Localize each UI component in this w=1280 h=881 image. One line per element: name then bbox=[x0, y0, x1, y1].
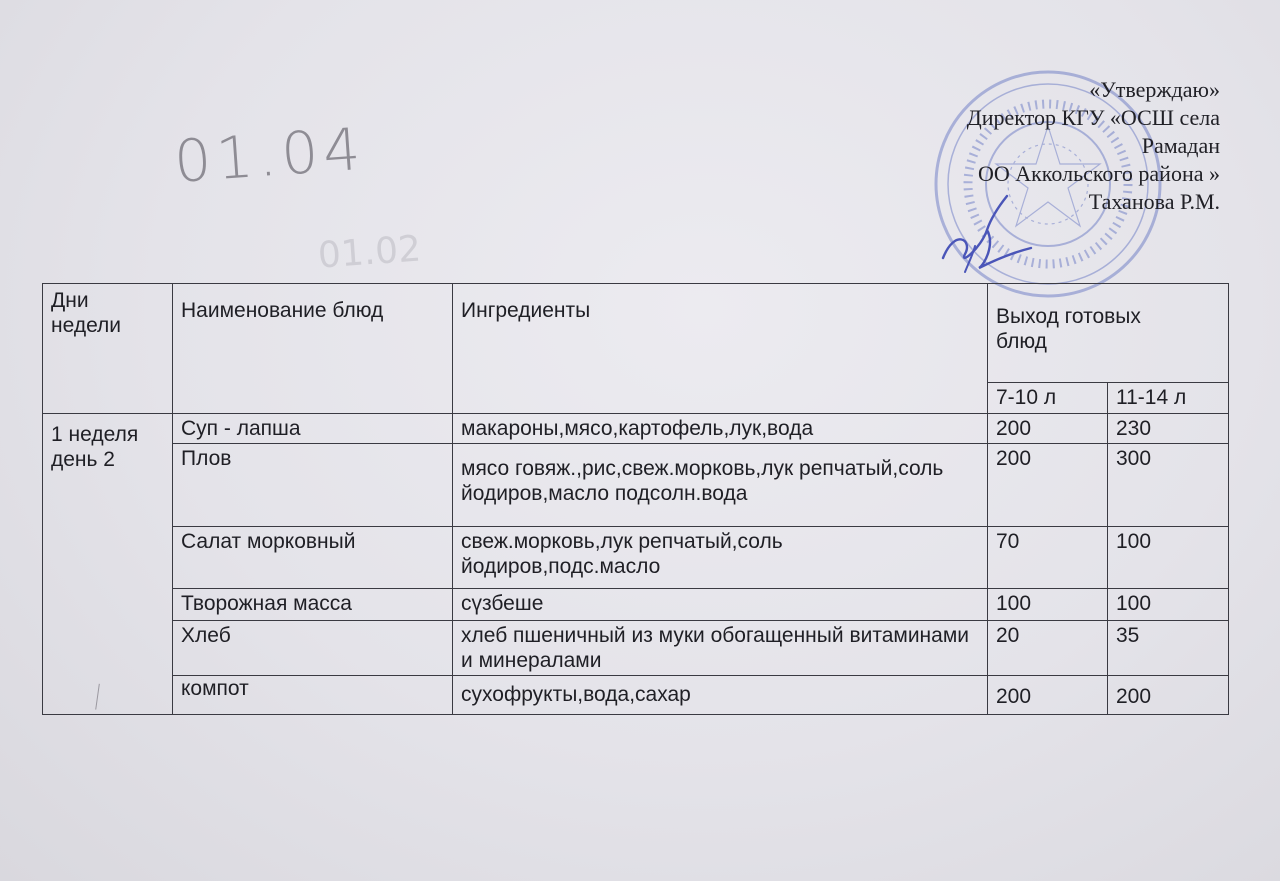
faint-handwritten-date: 01.02 bbox=[316, 228, 423, 277]
day-cell: 1 неделя день 2 bbox=[43, 414, 173, 715]
header-dish: Наименование блюд bbox=[173, 284, 453, 414]
dish-cell: Плов bbox=[173, 444, 453, 527]
table-row bbox=[43, 621, 1229, 676]
output-7-10-cell: 100 bbox=[988, 589, 1108, 621]
output-11-14-cell: 100 bbox=[1108, 527, 1229, 589]
output-7-10-cell: 20 bbox=[988, 621, 1108, 676]
header-days: Дни недели bbox=[43, 284, 173, 414]
output-7-10-cell: 70 bbox=[988, 527, 1108, 589]
dish-cell: Хлеб bbox=[173, 621, 453, 676]
approval-title: «Утверждаю» bbox=[1089, 77, 1220, 102]
table-header-row bbox=[43, 284, 1229, 383]
handwritten-date: 01.04 bbox=[172, 114, 368, 196]
table-row bbox=[43, 414, 1229, 444]
table-row bbox=[43, 444, 1229, 527]
table-row bbox=[43, 527, 1229, 589]
dish-cell: Творожная масса bbox=[173, 589, 453, 621]
header-age-11-14: 11-14 л bbox=[1108, 383, 1229, 414]
dish-cell: компот bbox=[173, 676, 453, 715]
output-7-10-cell: 200 bbox=[988, 444, 1108, 527]
output-11-14-cell: 200 bbox=[1108, 676, 1229, 715]
dish-cell: Суп - лапша bbox=[173, 414, 453, 444]
approval-position: Директор КГУ «ОСШ села bbox=[966, 105, 1220, 130]
menu-table bbox=[42, 283, 1229, 715]
ingredients-cell: сухофрукты,вода,сахар bbox=[453, 676, 988, 715]
dish-cell: Салат морковный bbox=[173, 527, 453, 589]
output-7-10-cell: 200 bbox=[988, 414, 1108, 444]
approval-block bbox=[967, 76, 1220, 216]
output-7-10-cell: 200 bbox=[988, 676, 1108, 715]
header-ingredients: Ингредиенты bbox=[453, 284, 988, 414]
table-row bbox=[43, 676, 1229, 715]
output-11-14-cell: 100 bbox=[1108, 589, 1229, 621]
approval-director-name: Таханова Р.М. bbox=[1088, 189, 1220, 214]
table-row bbox=[43, 589, 1229, 621]
ingredients-cell: свеж.морковь,лук репчатый,соль йодиров,подс.масло bbox=[453, 527, 988, 589]
output-11-14-cell: 230 bbox=[1108, 414, 1229, 444]
ingredients-cell: макароны,мясо,картофель,лук,вода bbox=[453, 414, 988, 444]
ingredients-cell: мясо говяж.,рис,свеж.морковь,лук репчатый,соль йодиров,масло подсолн.вода bbox=[453, 444, 988, 527]
header-age-7-10: 7-10 л bbox=[988, 383, 1108, 414]
header-output: Выход готовых блюд bbox=[988, 284, 1229, 383]
output-11-14-cell: 300 bbox=[1108, 444, 1229, 527]
output-11-14-cell: 35 bbox=[1108, 621, 1229, 676]
approval-district: ОО Аккольского района » bbox=[977, 161, 1220, 186]
approval-village: Рамадан bbox=[1141, 133, 1220, 158]
ingredients-cell: хлеб пшеничный из муки обогащенный витаминами и минералами bbox=[453, 621, 988, 676]
ingredients-cell: сүзбеше bbox=[453, 589, 988, 621]
